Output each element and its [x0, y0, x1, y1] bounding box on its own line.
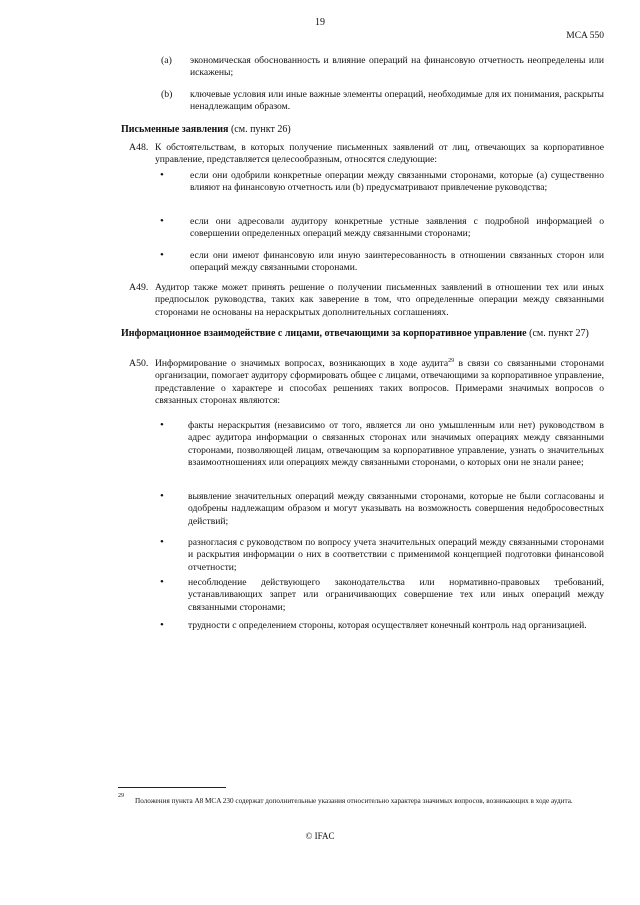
section-heading [121, 328, 591, 340]
paragraph-text: К обстоятельствам, в которых получение письменных заявлений от лиц, отвечающих за корпоративное управление, представляется целесообразным, относятся следующие: [155, 142, 604, 166]
list-item-text: экономическая обоснованность и влияние операций на финансовую отчетность неопределены или искажены; [190, 55, 604, 79]
paragraph-number: A50. [129, 358, 149, 369]
bullet-text: разногласия с руководством по вопросу учета значительных операций между связанными сторонами и раскрытия информации о них в соответствии с применимой концепцией подготовки финансовой отчетности; [188, 537, 604, 573]
footnote-text: Положения пункта A8 MCA 230 содержат дополнительные указания относительно характера значимых вопросов, возникающих в ходе аудита. [135, 797, 573, 805]
bullet-icon: • [160, 249, 164, 261]
bullet-text: несоблюдение действующего законодательства или нормативно-правовых требований, устанавливающих запрет или ограничивающих совершение тех или иных операций между связанными сторонами; [188, 577, 604, 613]
bullet-icon: • [160, 169, 164, 181]
section-heading [121, 124, 601, 136]
list-item-text: ключевые условия или иные важные элементы операций, необходимые для их понимания, раскрыты ненадлежащим образом. [190, 89, 604, 113]
copyright-footer: © IFAC [305, 831, 335, 841]
footnote-reference: 29 [448, 357, 455, 364]
bullet-icon: • [160, 536, 164, 548]
footnote-number: 29 [118, 793, 124, 799]
list-item-label: (b) [161, 89, 173, 100]
bullet-text: если они адресовали аудитору конкретные устные заявления с подробной информацией о совершении определенных операций между связанными сторонами; [190, 216, 604, 240]
bullet-text: факты нераскрытия (независимо от того, является ли оно умышленным или нет) руководством в адрес аудитора информации о связанных сторонах или значимых операциях между связанными сторонами, позволяющей лицам, отвечающим за корпоративное управление, узнать о значительных взаимоотношениях или операциях между связанными сторонами, о которых они не знали ранее; [188, 420, 604, 469]
bullet-icon: • [160, 619, 164, 631]
section-heading-bold: Письменные заявления [121, 124, 229, 135]
paragraph-number: A49. [129, 282, 149, 293]
bullet-icon: • [160, 490, 164, 502]
bullet-icon: • [160, 215, 164, 227]
paragraph-text [155, 358, 604, 408]
section-heading-ref: (см. пункт 26) [228, 124, 291, 135]
bullet-text: трудности с определением стороны, которая осуществляет конечный контроль над организацией. [188, 620, 587, 631]
paragraph-text-end: в связи со связанными сторонами организации, помогает аудитору сформировать общее с лицами, отвечающими за корпоративное управление, представление о характере и способах решениях таких вопросов. Примерами значимых вопросов о связанных сторонах являются: [155, 358, 604, 407]
bullet-icon: • [160, 576, 164, 588]
paragraph-text-start: Информирование о значимых вопросах, возникающих в ходе аудита [155, 358, 449, 369]
bullet-text: если они одобрили конкретные операции между связанными сторонами, которые (a) существенно влияют на финансовую отчетность или (b) предусматривают привлечение руководства; [190, 170, 604, 194]
bullet-icon: • [160, 419, 164, 431]
bullet-text: если они имеют финансовую или иную заинтересованность в отношении связанных сторон или операций между связанными сторонами. [190, 250, 604, 274]
paragraph-number: A48. [129, 142, 149, 153]
paragraph-text: Аудитор также может принять решение о получении письменных заявлений в отношении тех или иных предпосылок руководства, таких как заверение в том, что определенные операции между связанными сторонами не основаны на нераскрытых дополнительных соглашениях. [155, 282, 604, 318]
standard-code: MCA 550 [566, 31, 604, 41]
footnote-separator [118, 787, 226, 788]
section-heading-bold: Информационное взаимодействие с лицами, отвечающими за корпоративное управление [121, 328, 527, 339]
list-item-label: (a) [161, 55, 172, 66]
page-number: 19 [315, 17, 325, 28]
section-heading-ref: (см. пункт 27) [526, 328, 589, 339]
bullet-text: выявление значительных операций между связанными сторонами, которые не были согласованы и одобрены надлежащим образом и могут указывать на возможность совершения недобросовестных действий; [188, 491, 604, 527]
